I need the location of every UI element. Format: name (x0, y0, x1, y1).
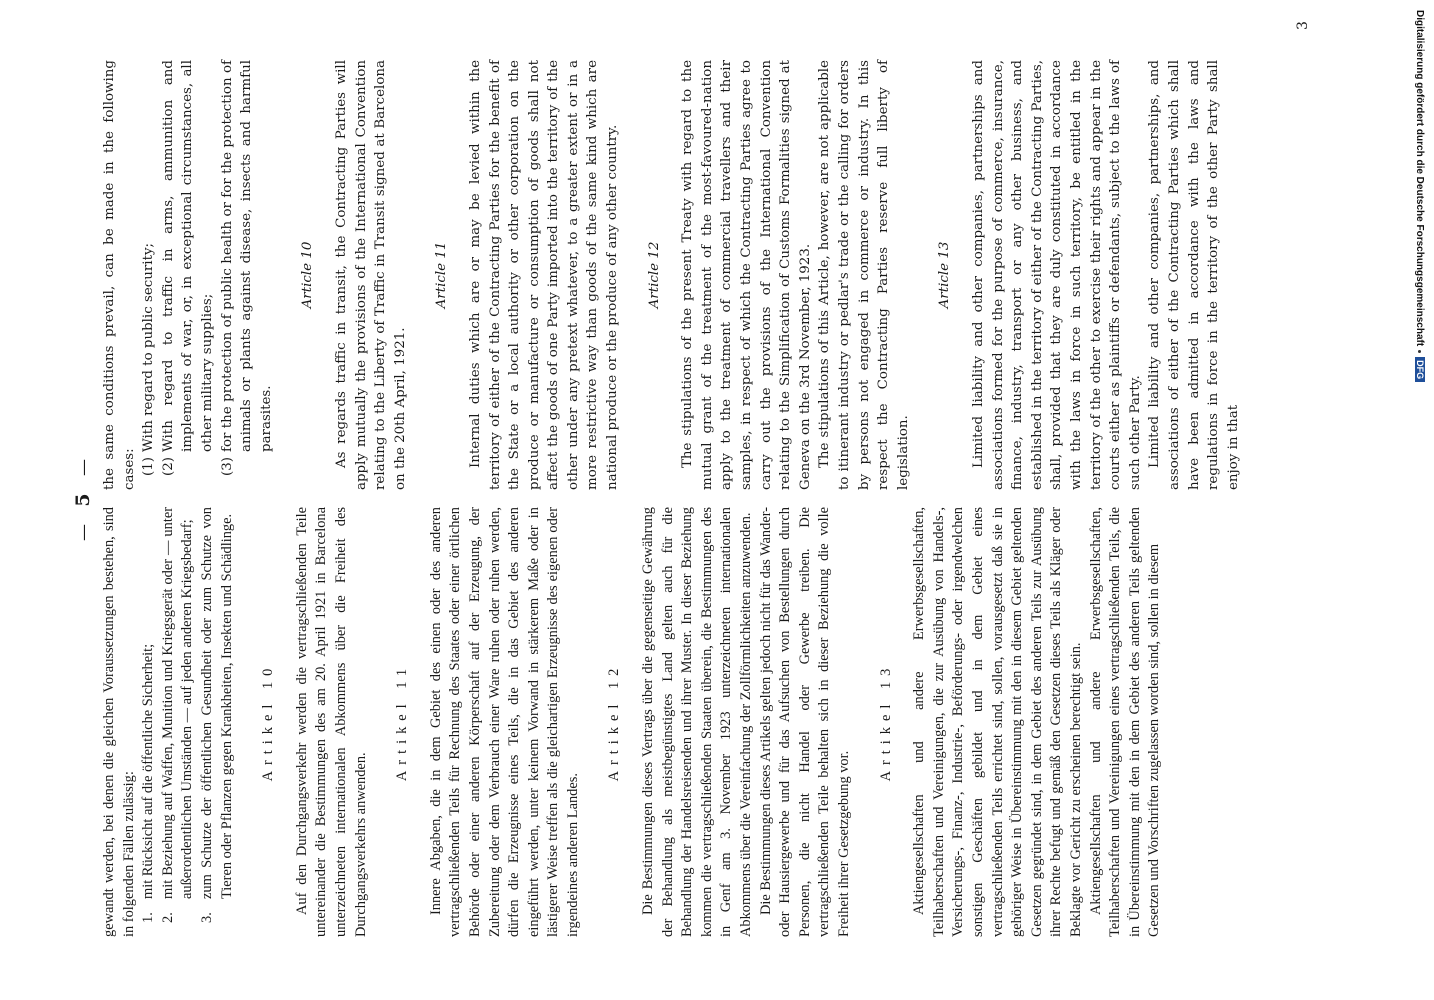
list-text: With regard to traffic in arms, ammunition and implements of war, or, in exceptional circumstances, all other military supplies; (160, 60, 215, 452)
german-article-10-heading: Artikel 10 (260, 662, 277, 782)
list-number: (1) (141, 457, 157, 476)
list-item (139, 60, 159, 476)
german-article-12-heading: Artikel 12 (606, 662, 623, 782)
list-item (198, 507, 237, 923)
german-article-13-para-2: Aktiengesellschaften und andere Erwerbsgesellschaften, Teilhaberschaften und Vereinigungen eines vertragschließenden Teils, die in Übereinstimmung mit den in dem Gebiet des anderen Teils geltenden Gesetzen und Vorschriften zugelassen worden sind, sollen in diesem (1087, 507, 1163, 937)
list-text: zum Schutze der öffentlichen Gesundheit oder zum Schutze von Tieren oder Pflanzen gegen Krankheiten, Insekten und Schädlinge. (198, 507, 235, 899)
english-article-10-text: As regards traffic in transit, the Contracting Parties will apply mutually the provisions of the International Convention relating to the Liberty of Traffic in Transit signed at Barcelona on the 20th April, 1921. (333, 60, 408, 490)
list-number: 3. (198, 912, 215, 923)
header-dash-left: — (74, 524, 94, 542)
english-column (100, 60, 1243, 490)
list-number: 2. (159, 912, 176, 923)
german-intro: gewandt werden, bei denen die gleichen Voraussetzungen bestehen, sind in folgenden Fällen zulässig: (101, 507, 137, 937)
english-article-11-text: Internal duties which are or may be levied within the territory of either of the Contracting Parties for the benefit of the State or a local authority or other corporation on the produce or manufacture or consumption of goods shall not affect the goods of one Party imported into the territory of the other under any pretext whatever, to a greater extent or in a more restrictive way than goods of the same kind which are national produce or the produce of any other country. (467, 60, 621, 490)
digitization-note-text: Digitalisierung gefördert durch die Deutsche Forschungsgemeinschaft (1414, 10, 1426, 347)
english-article-10-heading: Article 10 (300, 241, 316, 309)
list-number: (2) (160, 457, 176, 476)
english-cases-list (139, 60, 276, 490)
page-header (72, 0, 94, 1000)
german-column (100, 507, 1165, 937)
list-item (218, 60, 277, 476)
german-article-11-text: Innere Abgaben, die in dem Gebiet des einen oder des anderen vertragschließenden Teils für Rechnung des Staates oder einer örtlichen Behörde oder einer anderen Körperschaft auf der Erzeugung, der Zubereitung oder dem Verbrauch einer Ware ruhen oder ruhen werden, dürfen die Erzeugnisse eines Teils, die in das Gebiet des anderen eingeführt werden, unter keinem Vorwand in stärkerem Maße oder in lästigerer Weise treffen als die gleichartigen Erzeugnisse des eigenen oder irgendeines anderen Landes. (427, 507, 581, 937)
page-number: 5 (72, 493, 94, 507)
header-dash-right: — (74, 458, 94, 476)
list-item (159, 60, 218, 476)
list-number: (3) (219, 457, 235, 476)
english-article-13-para-2: Limited liability and other companies, partnerships, and associations of either of the Contracting Parties which shall have been admitted in accordance with the laws and regulations in force in the territory of the other Party shall enjoy in that (1147, 60, 1241, 490)
footer-mark: 3 (1295, 21, 1311, 30)
english-article-12-para-1: The stipulations of the present Treaty with regard to the mutual grant of the treatment of the most-favoured-nation apply to the treatment of commercial travellers and their samples, in respect of which the Contracting Parties agree to carry out the provisions of the International Convention relating to the Simplification of Customs Formalities signed at Geneva on the 3rd November, 1923. (680, 60, 813, 490)
list-text: With regard to public security; (141, 242, 157, 452)
german-article-11-heading: Artikel 11 (394, 662, 411, 782)
english-article-11-heading: Article 11 (434, 241, 450, 309)
dfg-logo: DFG (1415, 357, 1425, 382)
english-article-13-para-1: Limited liability and other companies, partnerships and associations formed for the purpose of commerce, insurance, finance, industry, transport or any other business, and established in the territory of either of the Contracting Parties, shall, provided that they are duly constituted in accordance with the laws in force in such territory, be entitled in the territory of the other to exercise their rights and appear in the courts either as plaintiffs or defendants, subject to the laws of such other Party. (970, 60, 1143, 490)
german-cases-list (139, 507, 237, 937)
english-article-12-para-2: The stipulations of this Article, however, are not applicable to itinerant industry or pedlar's trade or the calling for orders by persons not engaged in commerce or industry. In this respect the Contracting Parties reserve full liberty of legislation. (817, 60, 911, 490)
list-number: 1. (140, 912, 157, 923)
german-article-10-text: Auf den Durchgangsverkehr werden die vertragschließenden Teile untereinander die Bestimmungen des am 20. April 1921 in Barcelona unterzeichneten internationalen Abkommens über die Freiheit des Durchgangsverkehrs anwenden. (293, 507, 369, 937)
german-article-12-para-1: Die Bestimmungen dieses Vertrags über die gegenseitige Gewährung der Behandlung als meistbegünstigtes Land gelten auch für die Behandlung der Handelsreisenden und ihrer Muster. In dieser Beziehung kommen die vertragschließenden Staaten überein, die Bestimmungen des in Genf am 3. November 1923 unterzeichneten internationalen Abkommens über die Vereinfachung der Zollförmlichkeiten anzuwenden. (640, 507, 755, 937)
english-article-12-heading: Article 12 (646, 241, 662, 309)
german-article-13-para-1: Aktiengesellschaften und andere Erwerbsgesellschaften, Teilhaberschaften und Vereinigungen, die zur Ausübung von Handels-, Versicherungs-, Finanz-, Industrie-, Beförderungs- oder irgendwelchen sonstigen Geschäften gebildet und in dem Gebiet eines vertragschließenden Teils errichtet sind, sollen, vorausgesetzt daß sie in gehöriger Weise in Übereinstimmung mit den in diesem Gebiet geltenden Gesetzen gegründet sind, in dem Gebiet des anderen Teils zur Ausübung ihrer Rechte befugt und gemäß den Gesetzen dieses Teils als Kläger oder Beklagte vor Gericht zu erscheinen berechtigt sein. (911, 507, 1084, 937)
list-item (159, 507, 198, 923)
list-text: mit Rücksicht auf die öffentliche Sicherheit; (140, 643, 157, 899)
english-intro: the same conditions prevail, can be made in the following cases: (102, 60, 137, 490)
list-text: for the protection of public health or for the protection of animals or plants against disease, insects and harmful parasites. (219, 60, 274, 452)
english-article-13-heading: Article 13 (937, 241, 953, 309)
list-item (139, 507, 159, 923)
separator-dot-icon (1419, 350, 1422, 353)
digitization-note (1412, 10, 1428, 390)
german-article-13-heading: Artikel 13 (877, 662, 894, 782)
list-text: mit Beziehung auf Waffen, Munition und Kriegsgerät oder — unter außerordentlichen Umständen — auf jeden anderen Kriegsbedarf; (159, 507, 196, 899)
german-article-12-para-2: Die Bestimmungen dieses Artikels gelten jedoch nicht für das Wander- oder Hausiergewerbe und für das Aufsuchen von Bestellungen durch Personen, die nicht Handel oder Gewerbe treiben. Die vertragschließenden Teile behalten sich in dieser Beziehung die volle Freiheit ihrer Gesetzgebung vor. (757, 507, 852, 937)
